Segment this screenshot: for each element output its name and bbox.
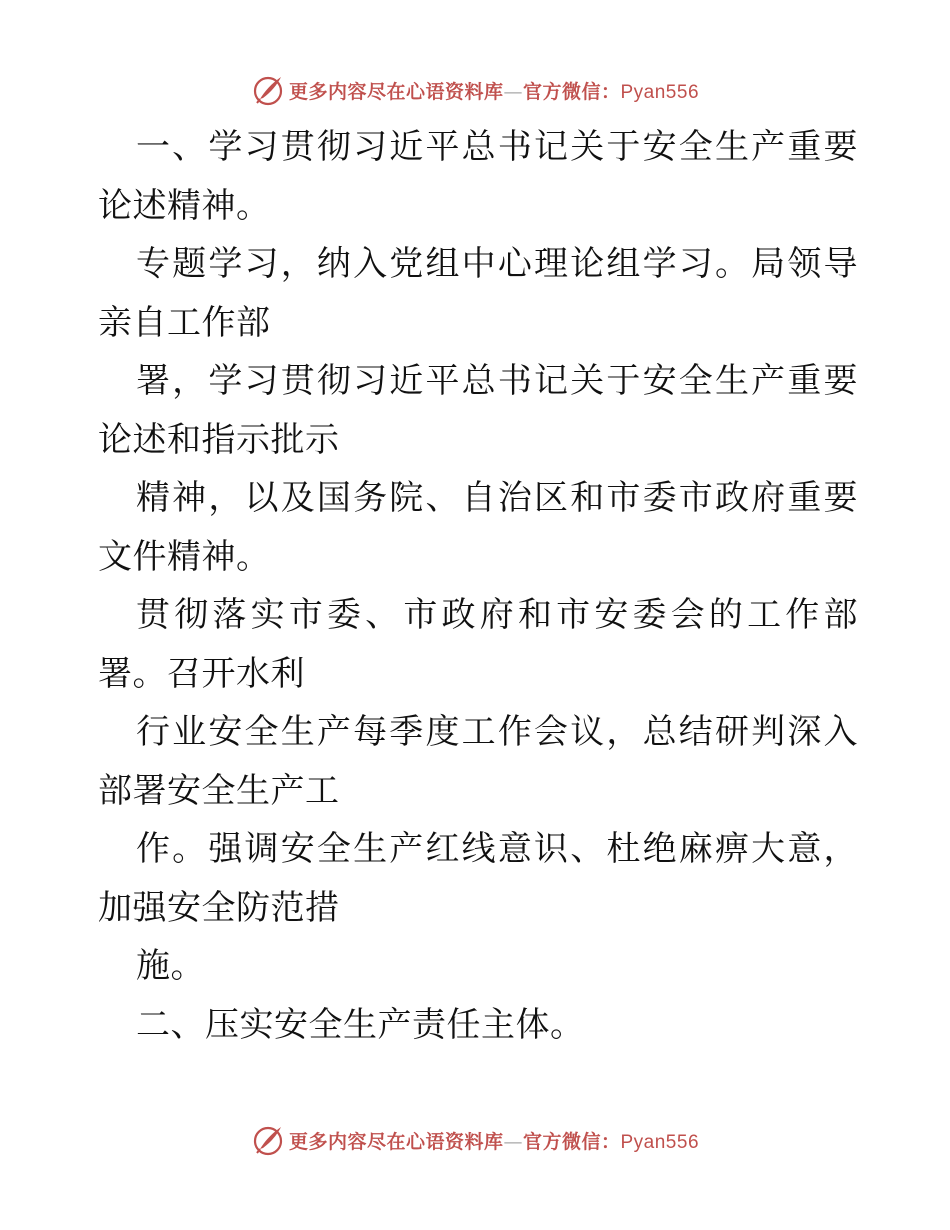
paragraph: 贯彻落实市委、市政府和市安委会的工作部署。召开水利 [98,595,858,694]
watermark-separator: — [503,80,523,103]
paragraph: 施。 [136,946,205,986]
paragraph: 一、学习贯彻习近平总书记关于安全生产重要论述精神。 [98,127,858,226]
footer-watermark [0,1120,950,1160]
document-body [98,118,858,1054]
paragraph: 行业安全生产每季度工作会议，总结研判深入部署安全生产工 [98,712,858,811]
watermark-brand: 更多内容尽在心语资料库 [288,1130,504,1153]
watermark-wechat-label: 官方微信： [522,80,621,103]
header-watermark [0,70,950,110]
watermark-brand: 更多内容尽在心语资料库 [288,80,504,103]
paragraph: 精神，以及国务院、自治区和市委市政府重要文件精神。 [98,478,858,577]
watermark-text [289,77,699,104]
paragraph: 署，学习贯彻习近平总书记关于安全生产重要论述和指示批示 [98,361,858,460]
paragraph: 专题学习，纳入党组中心理论组学习。局领导亲自工作部 [98,244,858,343]
paragraph: 二、压实安全生产责任主体。 [136,1004,585,1045]
quill-logo-icon [251,1123,285,1157]
paragraph: 作。强调安全生产红线意识、杜绝麻痹大意，加强安全防范措 [98,829,858,928]
watermark-separator: — [503,1130,523,1153]
watermark-wechat-label: 官方微信： [522,1130,621,1153]
watermark-text [289,1127,699,1154]
quill-logo-icon [251,73,285,107]
watermark-wechat-id: Pyan556 [620,1131,700,1153]
watermark-wechat-id: Pyan556 [620,81,700,103]
